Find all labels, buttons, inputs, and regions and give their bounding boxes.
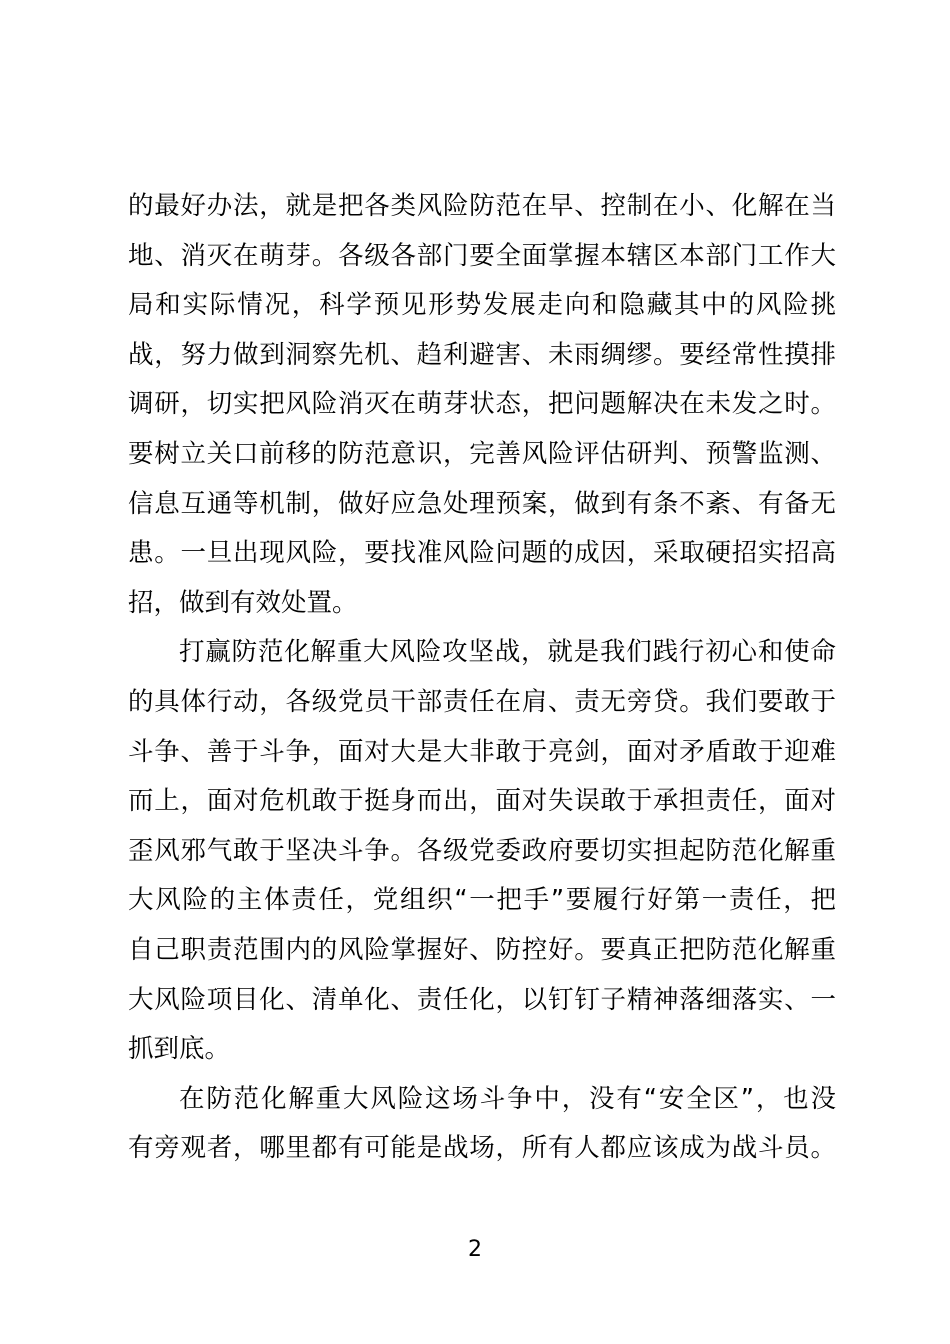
text-line: 有旁观者，哪里都有可能是战场，所有人都应该成为战斗员。 xyxy=(128,1133,836,1164)
text-line: 地、消灭在萌芽。各级各部门要全面掌握本辖区本部门工作大 xyxy=(128,240,836,271)
text-line: 患。一旦出现风险，要找准风险问题的成因，采取硬招实招高 xyxy=(128,538,836,569)
text-line: 要树立关口前移的防范意识，完善风险评估研判、预警监测、 xyxy=(128,438,836,469)
text-line: 斗争、善于斗争，面对大是大非敢于亮剑，面对矛盾敢于迎难 xyxy=(128,736,836,767)
text-line: 的具体行动，各级党员干部责任在肩、责无旁贷。我们要敢于 xyxy=(128,686,836,717)
page-number: 2 xyxy=(468,1237,482,1262)
text-line: 自己职责范围内的风险掌握好、防控好。要真正把防范化解重 xyxy=(128,934,836,965)
text-line: 歪风邪气敢于坚决斗争。各级党委政府要切实担起防范化解重 xyxy=(128,835,836,866)
text-line: 信息互通等机制，做好应急处理预案，做到有条不紊、有备无 xyxy=(128,488,836,519)
text-line: 打赢防范化解重大风险攻坚战，就是我们践行初心和使命 xyxy=(179,637,836,668)
text-line: 的最好办法，就是把各类风险防范在早、控制在小、化解在当 xyxy=(128,191,836,221)
document-body xyxy=(128,182,836,1174)
paragraph-2 xyxy=(128,628,836,1074)
text-line: 而上，面对危机敢于挺身而出，面对失误敢于承担责任，面对 xyxy=(128,786,836,817)
text-line: 抓到底。 xyxy=(128,1034,231,1065)
paragraph-3 xyxy=(128,1075,836,1174)
text-line: 局和实际情况，科学预见形势发展走向和隐藏其中的风险挑 xyxy=(128,290,836,321)
text-line: 大风险项目化、清单化、责任化，以钉钉子精神落细落实、一 xyxy=(128,984,836,1015)
paragraph-1 xyxy=(128,182,836,628)
text-line: 招，做到有效处置。 xyxy=(128,587,358,618)
text-line: 调研，切实把风险消灭在萌芽状态，把问题解决在未发之时。 xyxy=(128,389,836,420)
text-line: 大风险的主体责任，党组织“一把手”要履行好第一责任，把 xyxy=(128,885,836,916)
text-line: 战，努力做到洞察先机、趋利避害、未雨绸缪。要经常性摸排 xyxy=(128,339,836,370)
text-line: 在防范化解重大风险这场斗争中，没有“安全区”，也没 xyxy=(179,1083,836,1114)
